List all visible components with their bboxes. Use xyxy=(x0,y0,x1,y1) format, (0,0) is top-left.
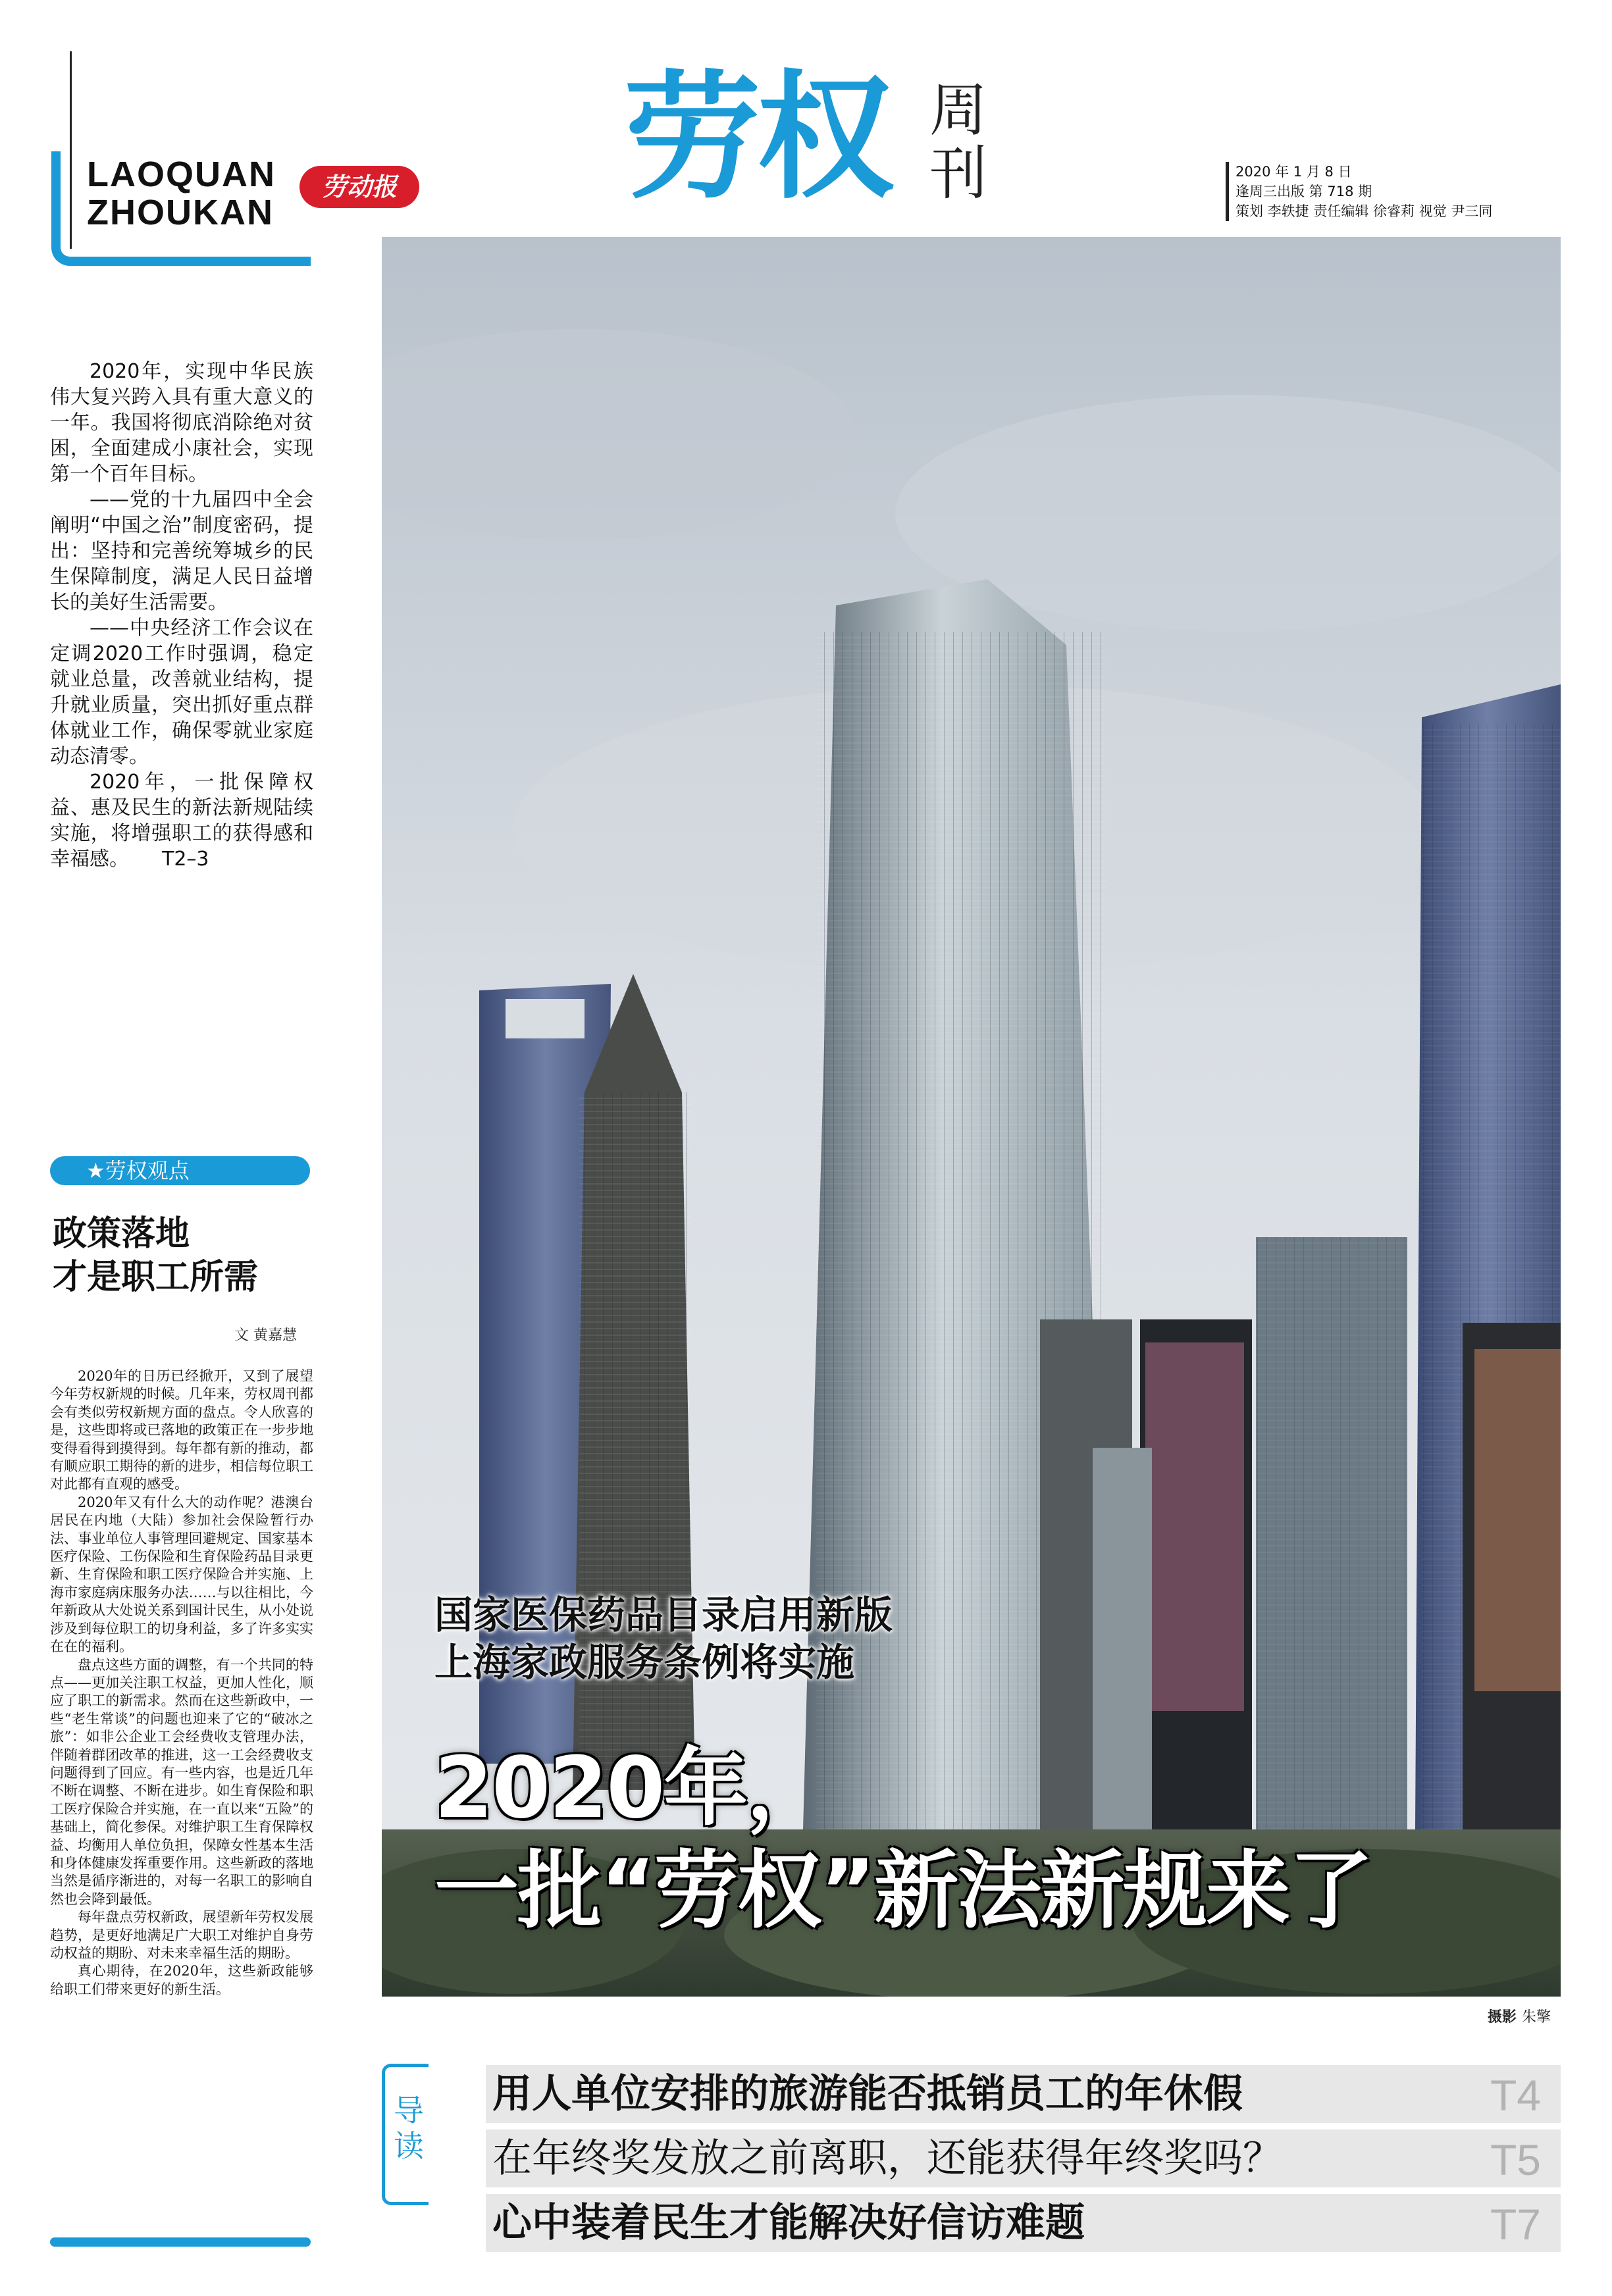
masthead-subtitle: 周刊 xyxy=(929,76,987,207)
opinion-author: 文 黄嘉慧 xyxy=(234,1327,297,1344)
photo-credit-label: 摄影 xyxy=(1488,2009,1517,2026)
headline-line2: 一批“劳权”新法新规来了 xyxy=(434,1842,1372,1940)
guide-item-page: T5 xyxy=(1490,2135,1541,2184)
opinion-title-line1: 政策落地 xyxy=(53,1214,190,1254)
headline-line1: 2020年， xyxy=(434,1739,830,1837)
opinion-title-line2: 才是职工所需 xyxy=(53,1258,259,1297)
issue-info xyxy=(1226,162,1492,221)
intro-paragraph: ——党的十九届四中全会阐明“中国之治”制度密码，提出：坚持和完善统筹城乡的民生保障制度，满足人民日益增长的美好生活需要。 xyxy=(50,488,313,614)
opinion-paragraph: 真心期待，在2020年，这些新政能够给职工们带来更好的新生活。 xyxy=(50,1963,313,1997)
masthead-en-line2: ZHOUKAN xyxy=(87,193,274,232)
opinion-paragraph: 盘点这些方面的调整，有一个共同的特点——更加关注职工权益，更加人性化，顺应了职工的新需求。然而在这些新政中，一些“老生常谈”的问题也迎来了它的“破冰之旅”：如非公企业工会经费收支管理办法，伴随着群团改革的推进，这一工会经费收支问题得到了回应。有一些内容，也是近几年不断在调整、不断在进步。如生育保险和职工医疗保险合并实施，在一直以来“五险”的基础上，简化参保。对维护职工生育保障权益、均衡用人单位负担，保障女性基本生活和身体健康发挥重要作用。这些新政的落地当然是循序渐进的，对每一名职工的影响自然也会降到最低。 xyxy=(50,1656,313,1907)
guide-item-title: 在年终奖发放之前离职，还能获得年终奖吗？ xyxy=(492,2135,1282,2181)
masthead-english-name xyxy=(87,155,276,232)
intro-paragraph xyxy=(50,769,313,872)
opinion-paragraph: 2020年的日历已经掀开，又到了展望今年劳权新规的时候。几年来，劳权周刊都会有类似劳权新规方面的盘点。令人欣喜的是，这些即将或已落地的政策正在一步步地变得看得到摸得到。每年都有新的推动，都有顺应职工期待的新的进步，相信每位职工对此都有直观的感受。 xyxy=(50,1368,313,1492)
guide-item-title: 用人单位安排的旅游能否抵销员工的年休假 xyxy=(492,2071,1243,2117)
intro-paragraph: ——中央经济工作会议在定调2020工作时强调，稳定就业总量，改善就业结构，提升就业质量，突出抓好重点群体就业工作，确保零就业家庭动态清零。 xyxy=(50,617,313,768)
opinion-paragraph: 2020年又有什么大的动作呢？港澳台居民在内地（大陆）参加社会保险暂行办法、事业单位人事管理回避规定、国家基本医疗保险、工伤保险和生育保险药品目录更新、生育保险和职工医疗保险合并实施、上海市家庭病床服务办法……与以往相比，今年新政从大处说关系到国计民生，从小处说涉及到每位职工的切身利益，多了许多实实在在的福利。 xyxy=(50,1494,313,1655)
intro-page-ref: T2–3 xyxy=(162,848,209,871)
issue-number: 逢周三出版 第 718 期 xyxy=(1235,184,1372,199)
guide-item-page: T7 xyxy=(1490,2200,1541,2249)
opinion-title xyxy=(53,1212,258,1299)
column-bottom-bar xyxy=(50,2237,311,2247)
opinion-section-tag: ★劳权观点 xyxy=(50,1156,310,1185)
issue-date: 2020 年 1 月 8 日 xyxy=(1235,164,1352,180)
subhead-line2: 上海家政服务条例将实施 xyxy=(434,1640,855,1685)
intro-column xyxy=(50,359,313,872)
intro-paragraph: 2020年，实现中华民族伟大复兴跨入具有重大意义的一年。我国将彻底消除绝对贫困，全面建成小康社会，实现第一个百年目标。 xyxy=(50,360,313,486)
opinion-paragraph: 每年盘点劳权新政，展望新年劳权发展趋势，是更好地满足广大职工对维护自身劳动权益的期盼、对未来幸福生活的期盼。 xyxy=(50,1909,313,1961)
guide-item[interactable] xyxy=(486,2130,1561,2187)
skyline-photo xyxy=(382,237,1561,1997)
photo-subhead xyxy=(434,1591,893,1686)
guide-item-page: T4 xyxy=(1490,2071,1541,2120)
subhead-line1: 国家医保药品目录启用新版 xyxy=(434,1593,893,1637)
photo-credit-name: 朱擎 xyxy=(1522,2009,1551,2026)
intro-paragraph-text: 2020年，一批保障权益、惠及民生的新法新规陆续实施，将增强职工的获得感和幸福感。 xyxy=(50,771,313,871)
newspaper-logo: 劳动报 xyxy=(299,166,419,208)
masthead-en-line1: LAOQUAN xyxy=(87,155,276,194)
main-headline xyxy=(434,1737,1372,1943)
issue-credits: 策划 李轶捷 责任编辑 徐睿莉 视觉 尹三同 xyxy=(1235,203,1493,219)
guide-label: 导读 xyxy=(394,2093,424,2164)
guide-item[interactable] xyxy=(486,2065,1561,2123)
masthead-title: 劳权 xyxy=(624,59,890,218)
opinion-body xyxy=(50,1367,313,1999)
guide-item[interactable] xyxy=(486,2194,1561,2252)
guide-item-title: 心中装着民生才能解决好信访难题 xyxy=(492,2200,1085,2246)
photo-credit xyxy=(1488,2006,1551,2026)
